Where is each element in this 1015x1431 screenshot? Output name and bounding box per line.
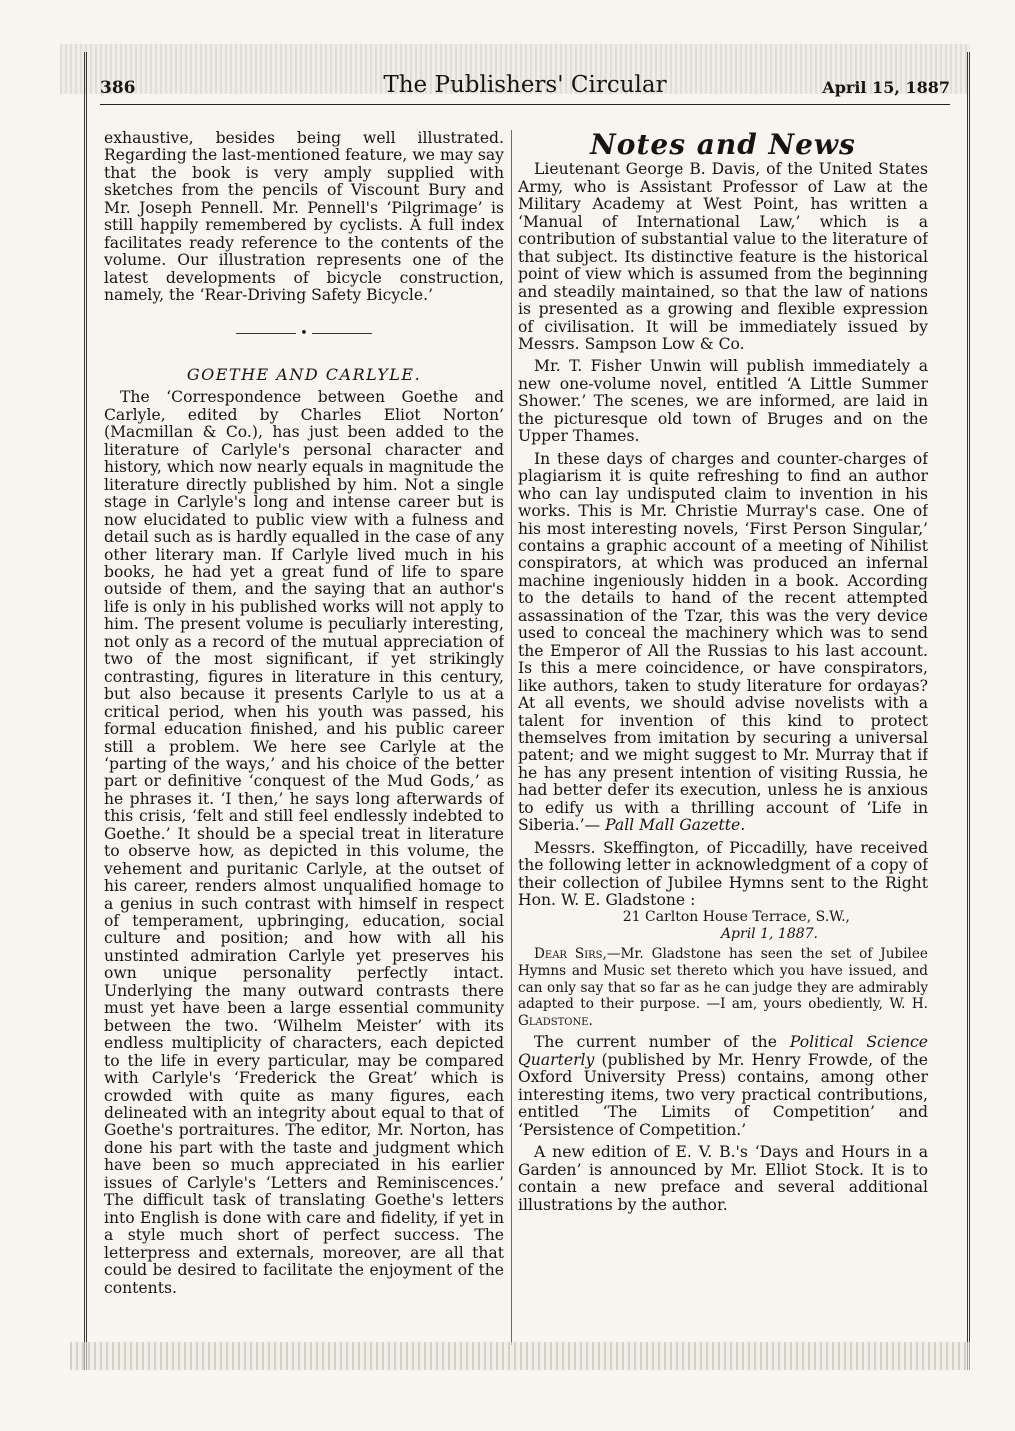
letter-date: April 1, 1887. xyxy=(720,926,818,943)
column-divider xyxy=(511,130,512,1345)
murray-source: Pall Mall Gazette. xyxy=(605,816,746,835)
news-item-davis: Lieutenant George B. Davis, of the United States Army, who is Assistant Professor of Law at the Military Academy at West Point, has written a ‘Manual of International Law,’ which is a contribution of substantial value to the literature of that subject. Its distinctive feature is the historical point of view which is assumed from the beginning and steadily maintained, so that the law of nations is presented as a growing and flexible expression of civilisation. It will be immediately issued by Messrs. Sampson Low & Co. xyxy=(518,160,928,353)
left-column xyxy=(104,130,504,1355)
running-header xyxy=(100,72,950,105)
psq-rest: (published by Mr. Henry Frowde, of the Oxford University Press) contains, among other interesting items, two very practical contributions, entitled ‘The Limits of Competition’ and ‘Persistence of Competition.’ xyxy=(518,1050,928,1139)
intro-paragraph: exhaustive, besides being well illustrated. Regarding the last-mentioned feature, we may say that the book is very amply supplied with sketches from the pencils of Viscount Bury and Mr. Joseph Pennell. Mr. Pennell's ‘Pilgrimage’ is still happily remembered by cyclists. A full index facilitates ready reference to the contents of the volume. Our illustration represents one of the latest developments of bicycle construction, namely, the ‘Rear-Driving Safety Bicycle.’ xyxy=(104,130,504,305)
murray-text: In these days of charges and counter-charges of plagiarism it is quite refreshing to find an author who can lay undisputed claim to invention in his works. This is Mr. Christie Murray's case. One of his most interesting novels, ‘First Person Singular,’ contains a graphic account of a meeting of Nihilist conspirators, at which was produced an infernal machine ingeniously hidden in a book. According to the details to hand of the recent attempted assassination of the Tzar, this was the very device used to conceal the machinery which was to send the Emperor of All the Russias to his last account. Is this a mere coincidence, or have conspirators, like authors, taken to study literature for ordayas? At all events, we should advise novelists with a talent for invention of this kind to protect themselves from imitation by securing a universal patent; and we might suggest to Mr. Murray that if he has any present intention of visiting Russia, he had better defer its execution, unless he is anxious to edify us with a thrilling account of ‘Life in Siberia.’— xyxy=(518,449,928,835)
letter-salutation: Dear Sirs, xyxy=(534,946,607,963)
news-item-unwin: Mr. T. Fisher Unwin will publish immediately a new one-volume novel, entitled ‘A Little Summer Shower.’ The scenes, we are informed, are laid in the picturesque old town of Bruges and on the Upper Thames. xyxy=(518,357,928,446)
article-paragraph: The ‘Correspondence between Goethe and Carlyle, edited by Charles Eliot Norton’ (Macmillan & Co.), has just been added to the literature of Carlyle's personal character and history, which now nearly equals in magnitude the literature directly published by him. Not a single stage in Carlyle's long and intense career but is now elucidated to public view with a fulness and detail such as is hardly equalled in the case of any other literary man. If Carlyle lived much in his books, he had yet a great fund of life to spare outside of them, and the saying that an author's life is only in his published works will not apply to him. The present volume is peculiarly interesting, not only as a record of the mutual appreciation of two of the most significant, if yet strikingly contrasting, figures in literature in this century, but also because it presents Carlyle to us at a critical period, when his youth was passed, his formal education finished, and his public career still a problem. We here see Carlyle at the ‘parting of the ways,’ and his choice of the better part or definitive ‘conquest of the Mud Gods,’ as he phrases it. ‘I then,’ he says long afterwards of this crisis, ‘felt and still feel endlessly indebted to Goethe.’ It should be a special treat in literature to observe how, as depicted in this volume, the vehement and puritanic Carlyle, at the outset of his career, renders almost unqualified homage to a genius in such contrast with himself in respect of temperament, upbringing, education, social culture and position; and how with all his unstinted admiration Carlyle yet preserves his own unique personality perfectly intact. Underlying the many outward contrasts there must yet have been a large essential community between the two. ‘Wilhelm Meister’ with its endless multiplicity of characters, each depicted to the life in every particular, may be compared with Carlyle's ‘Frederick the Great’ which is crowded with quite as many figures, each delineated with an integrity about equal to that of Goethe's portraitures. The editor, Mr. Norton, has done his part with the taste and judgment which have been so much appreciated in his earlier issues of Carlyle's ‘Letters and Reminiscences.’ The difficult task of translating Goethe's letters into English is done with care and fidelity, if yet in a style much short of perfect success. The letterpress and externals, moreover, are all that could be desired to facilitate the enjoyment of the contents. xyxy=(104,388,504,1297)
letter-text: —Mr. Gladstone has seen the set of Jubilee Hymns and Music set thereto which you have issued, and can only say that so far as he can judge they are admirably adapted to their purpose. —I am, yours obediently, xyxy=(518,946,928,1013)
news-item-psq xyxy=(518,1034,928,1139)
publication-title: The Publishers' Circular xyxy=(383,72,667,98)
psq-journal: Political Science Quarterly xyxy=(518,1033,928,1069)
news-item-murray xyxy=(518,451,928,835)
issue-date: April 15, 1887 xyxy=(822,78,950,97)
news-item-stock: A new edition of E. V. B.'s ‘Days and Hours in a Garden’ is announced by Mr. Elliot Stock. It is to contain a new preface and several additional illustrations by the author. xyxy=(518,1143,928,1214)
letter-signature: W. H. Gladstone. xyxy=(518,996,928,1029)
right-column xyxy=(518,130,928,1355)
page-number: 386 xyxy=(100,78,136,98)
section-divider-ornament: • xyxy=(104,325,504,342)
section-title: GOETHE AND CARLYLE. xyxy=(186,364,422,384)
news-item-skeffington: Messrs. Skeffington, of Piccadilly, have received the following letter in acknowledgment of a copy of their collection of Jubilee Hymns sent to the Right Hon. W. E. Gladstone : xyxy=(518,838,928,910)
letter-address: 21 Carlton House Terrace, S.W., xyxy=(622,909,850,926)
letter-body xyxy=(518,946,928,1029)
bottom-decorative-rule xyxy=(70,1342,970,1370)
psq-lead: The current number of the xyxy=(534,1033,777,1052)
notes-and-news-heading: Notes and News xyxy=(590,130,856,161)
